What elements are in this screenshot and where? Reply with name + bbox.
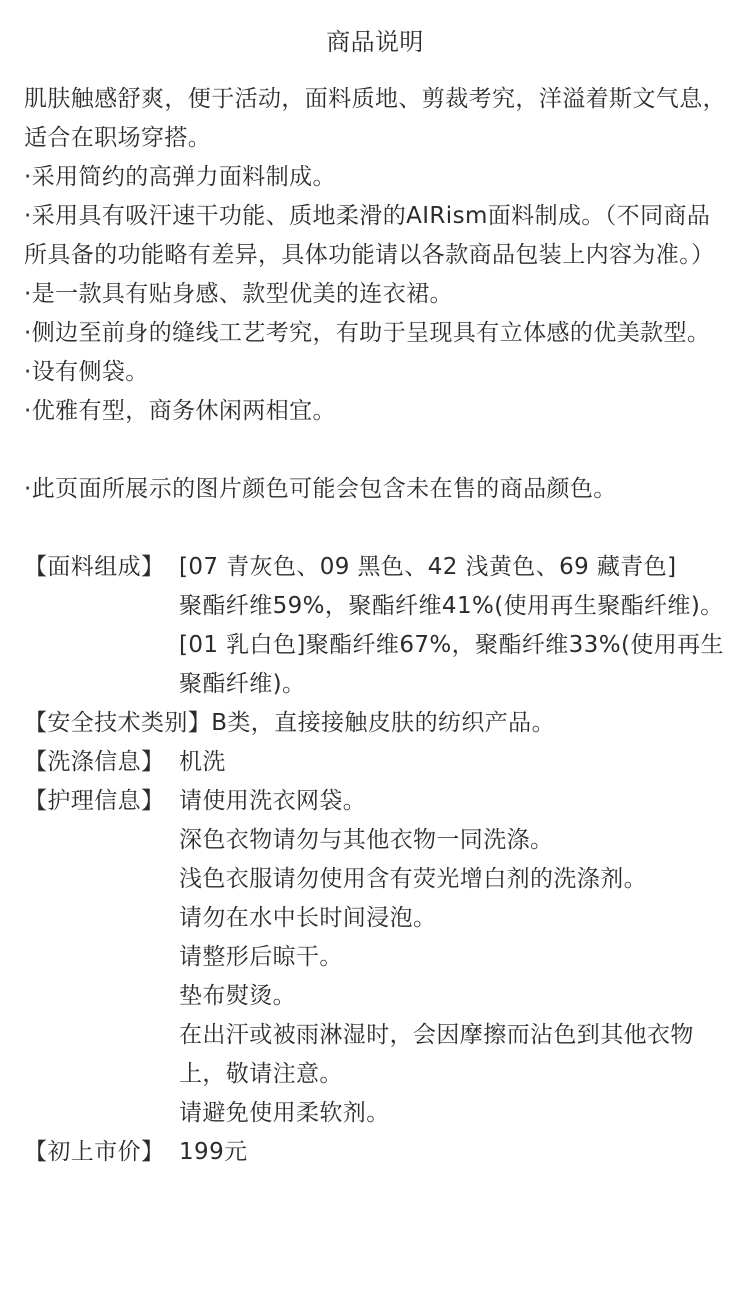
bullet-item: ·优雅有型，商务休闲两相宜。 — [24, 398, 336, 424]
spec-price — [24, 1133, 726, 1172]
care-line: 请使用洗衣网袋。 — [179, 788, 367, 814]
spec-values-fabric — [179, 548, 726, 704]
care-line: 请勿在水中长时间浸泡。 — [179, 905, 437, 931]
spec-wash — [24, 743, 726, 782]
fabric-line: [07 青灰色、09 黑色、42 浅黄色、69 藏青色] — [179, 554, 677, 580]
spec-key-care: 【护理信息】 — [24, 788, 165, 814]
spacer — [24, 431, 726, 470]
care-line: 请避免使用柔软剂。 — [179, 1100, 390, 1126]
spec-values-care — [179, 782, 726, 1133]
spec-key-price: 【初上市价】 — [24, 1139, 165, 1165]
spec-value-price: 199元 — [179, 1139, 248, 1165]
spec-safety — [24, 704, 726, 743]
spec-value-safety: B类，直接接触皮肤的纺织产品。 — [211, 710, 555, 736]
care-line: 垫布熨烫。 — [179, 983, 296, 1009]
care-line: 浅色衣服请勿使用含有荧光增白剂的洗涤剂。 — [179, 866, 647, 892]
spec-fabric — [24, 548, 726, 704]
page-title: 商品说明 — [326, 28, 424, 56]
spec-key-safety: 【安全技术类别】 — [24, 710, 212, 736]
care-line: 深色衣物请勿与其他衣物一同洗涤。 — [179, 827, 554, 853]
spec-key-fabric: 【面料组成】 — [24, 554, 165, 580]
fabric-line: [01 乳白色]聚酯纤维67%，聚酯纤维33%(使用再生聚酯纤维)。 — [179, 632, 724, 697]
care-line: 在出汗或被雨淋湿时，会因摩擦而沾色到其他衣物上，敬请注意。 — [179, 1022, 694, 1087]
spec-key-wash: 【洗涤信息】 — [24, 749, 165, 775]
fabric-line: 聚酯纤维59%，聚酯纤维41%(使用再生聚酯纤维)。 — [179, 593, 724, 619]
bullet-item: ·采用具有吸汗速干功能、质地柔滑的AIRism面料制成。（不同商品所具备的功能略有差异，具体功能请以各款商品包装上内容为准。） — [24, 203, 715, 268]
color-note: ·此页面所展示的图片颜色可能会包含未在售的商品颜色。 — [24, 476, 617, 502]
bullet-item: ·是一款具有贴身感、款型优美的连衣裙。 — [24, 281, 453, 307]
intro-paragraph: 肌肤触感舒爽，便于活动，面料质地、剪裁考究，洋溢着斯文气息，适合在职场穿搭。 — [24, 86, 726, 151]
bullet-item: ·采用简约的高弹力面料制成。 — [24, 164, 336, 190]
care-line: 请整形后晾干。 — [179, 944, 343, 970]
spacer — [24, 509, 726, 548]
spec-care — [24, 782, 726, 1133]
bullet-item: ·设有侧袋。 — [24, 359, 149, 385]
bullet-item: ·侧边至前身的缝线工艺考究，有助于呈现具有立体感的优美款型。 — [24, 320, 711, 346]
spec-value-wash: 机洗 — [179, 749, 226, 775]
